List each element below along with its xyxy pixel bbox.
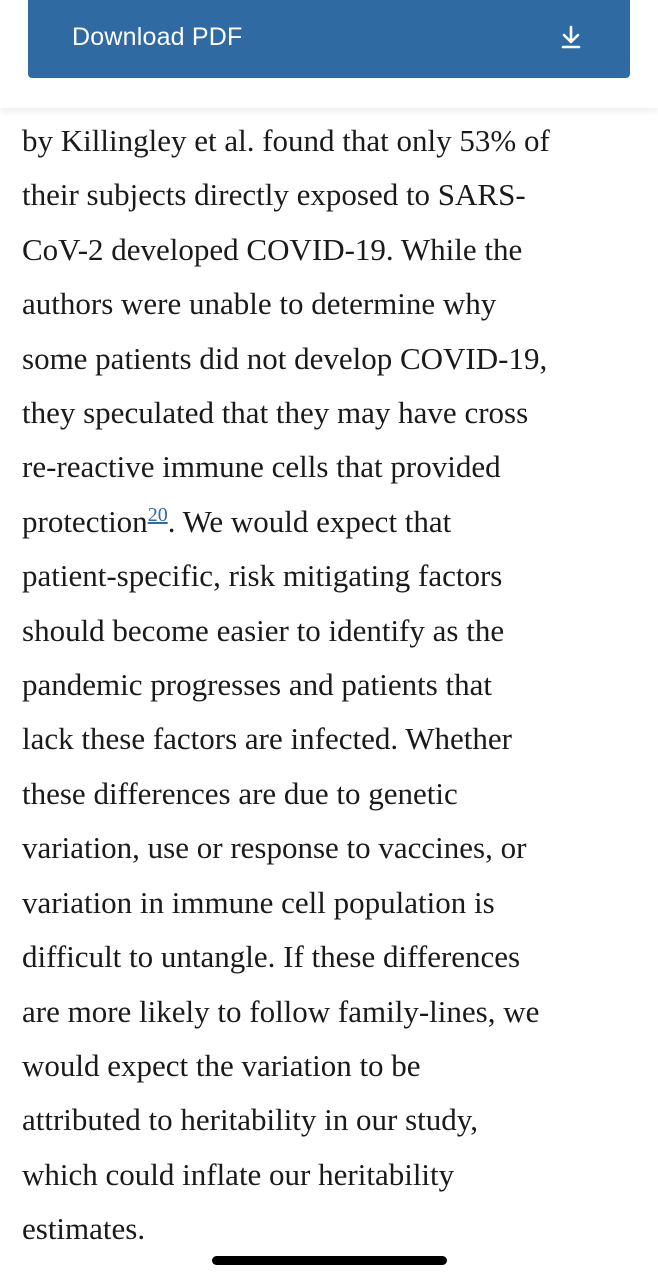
text-line: pandemic progresses and patients that (22, 667, 493, 703)
text-line: some patients did not develop COVID-19, (22, 340, 548, 376)
text-line: which could inflate our heritability (22, 1156, 455, 1192)
text-line-end: . We would expect that (167, 503, 452, 539)
top-toolbar (0, 0, 658, 108)
text-line: variation, use or response to vaccines, or (22, 830, 527, 866)
text-line: their subjects directly exposed to SARS- (22, 177, 526, 213)
text-line: estimates. (22, 1211, 146, 1247)
home-indicator[interactable] (212, 1256, 447, 1265)
text-line: authors were unable to determine why (22, 286, 497, 322)
download-pdf-label: Download PDF (72, 22, 243, 51)
text-line: difficult to untangle. If these differences (22, 939, 521, 975)
text-line: re-reactive immune cells that provided (22, 449, 501, 485)
text-line: variation in immune cell population is (22, 884, 495, 920)
text-line-start: protection (22, 503, 148, 539)
text-line: they speculated that they may have cross (22, 395, 529, 431)
text-line: patient-specific, risk mitigating factors (22, 558, 503, 594)
text-line: would expect the variation to be (22, 1047, 421, 1083)
text-line: by Killingley et al. found that only 53% of (22, 123, 550, 158)
text-line: these differences are due to genetic (22, 775, 458, 811)
reference-link-20[interactable]: 20 (147, 503, 168, 526)
text-line-with-reference (22, 495, 642, 549)
text-line: are more likely to follow family-lines, we (22, 993, 540, 1029)
text-line: CoV-2 developed COVID-19. While the (22, 231, 523, 267)
download-pdf-button[interactable] (28, 0, 630, 78)
text-line: should become easier to identify as the (22, 612, 505, 648)
download-icon (558, 24, 584, 50)
text-line: attributed to heritability in our study, (22, 1102, 479, 1138)
article-paragraph (22, 114, 642, 1257)
text-line: lack these factors are infected. Whether (22, 721, 512, 757)
